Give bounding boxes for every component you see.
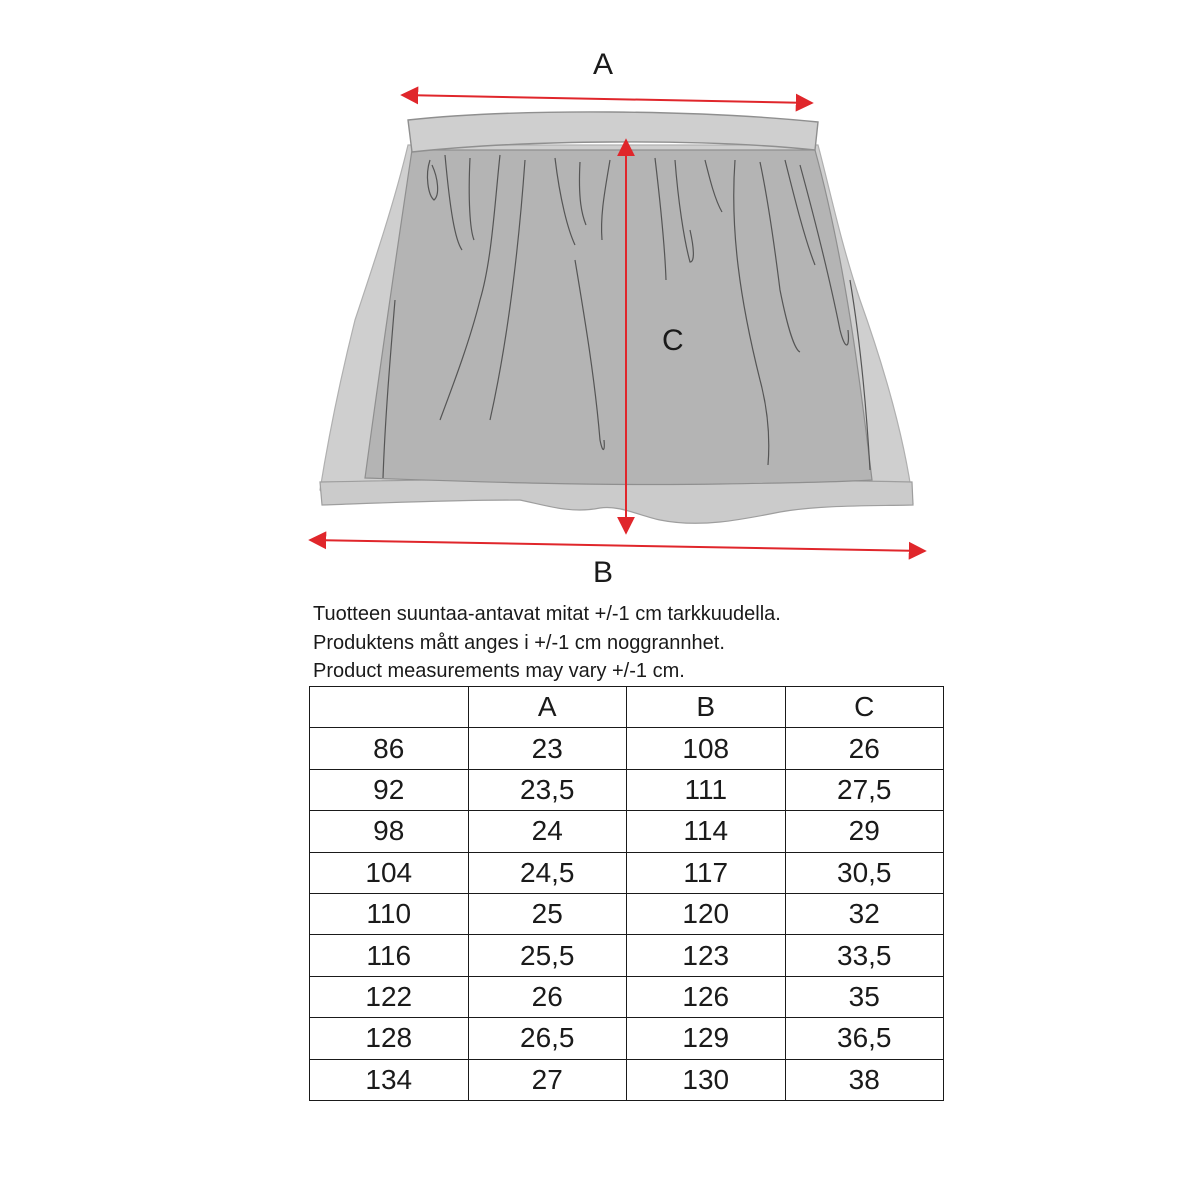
note-english: Product measurements may vary +/-1 cm.: [313, 660, 685, 682]
cell-size: 92: [310, 769, 469, 810]
note-swedish: Produktens mått anges i +/-1 cm noggrannhet.: [313, 631, 725, 654]
cell-c: 30,5: [785, 852, 944, 893]
cell-size: 134: [310, 1059, 469, 1100]
cell-c: 27,5: [785, 769, 944, 810]
cell-c: 38: [785, 1059, 944, 1100]
cell-a: 24,5: [468, 852, 627, 893]
cell-a: 27: [468, 1059, 627, 1100]
cell-c: 32: [785, 893, 944, 934]
cell-size: 128: [310, 1018, 469, 1059]
dimension-label-c: C: [662, 324, 684, 357]
cell-size: 116: [310, 935, 469, 976]
table-row: [310, 1059, 944, 1100]
header-c: C: [785, 687, 944, 728]
header-a: A: [468, 687, 627, 728]
cell-size: 122: [310, 976, 469, 1017]
table-row: [310, 728, 944, 769]
cell-b: 108: [627, 728, 786, 769]
cell-c: 26: [785, 728, 944, 769]
cell-size: 110: [310, 893, 469, 934]
cell-b: 130: [627, 1059, 786, 1100]
cell-b: 117: [627, 852, 786, 893]
cell-b: 123: [627, 935, 786, 976]
cell-b: 129: [627, 1018, 786, 1059]
cell-c: 29: [785, 811, 944, 852]
cell-a: 24: [468, 811, 627, 852]
cell-c: 36,5: [785, 1018, 944, 1059]
size-table: [309, 686, 944, 1101]
dimension-label-b: B: [593, 556, 614, 589]
table-row: [310, 976, 944, 1017]
cell-c: 35: [785, 976, 944, 1017]
dimension-label-a: A: [593, 48, 614, 81]
cell-b: 120: [627, 893, 786, 934]
table-row: [310, 852, 944, 893]
cell-a: 26,5: [468, 1018, 627, 1059]
cell-a: 25,5: [468, 935, 627, 976]
cell-b: 126: [627, 976, 786, 1017]
cell-size: 86: [310, 728, 469, 769]
table-row: [310, 811, 944, 852]
header-size: [310, 687, 469, 728]
table-header-row: [310, 687, 944, 728]
header-b: B: [627, 687, 786, 728]
cell-size: 98: [310, 811, 469, 852]
arrow-a: [402, 95, 812, 103]
table-row: [310, 935, 944, 976]
cell-b: 111: [627, 769, 786, 810]
note-finnish: Tuotteen suuntaa-antavat mitat +/-1 cm tarkkuudella.: [313, 603, 781, 625]
cell-c: 33,5: [785, 935, 944, 976]
measurement-notes: [313, 600, 953, 686]
cell-a: 23,5: [468, 769, 627, 810]
cell-a: 26: [468, 976, 627, 1017]
cell-a: 25: [468, 893, 627, 934]
cell-a: 23: [468, 728, 627, 769]
table-row: [310, 893, 944, 934]
cell-size: 104: [310, 852, 469, 893]
table-row: [310, 1018, 944, 1059]
table-row: [310, 769, 944, 810]
cell-b: 114: [627, 811, 786, 852]
arrow-b: [310, 540, 925, 551]
